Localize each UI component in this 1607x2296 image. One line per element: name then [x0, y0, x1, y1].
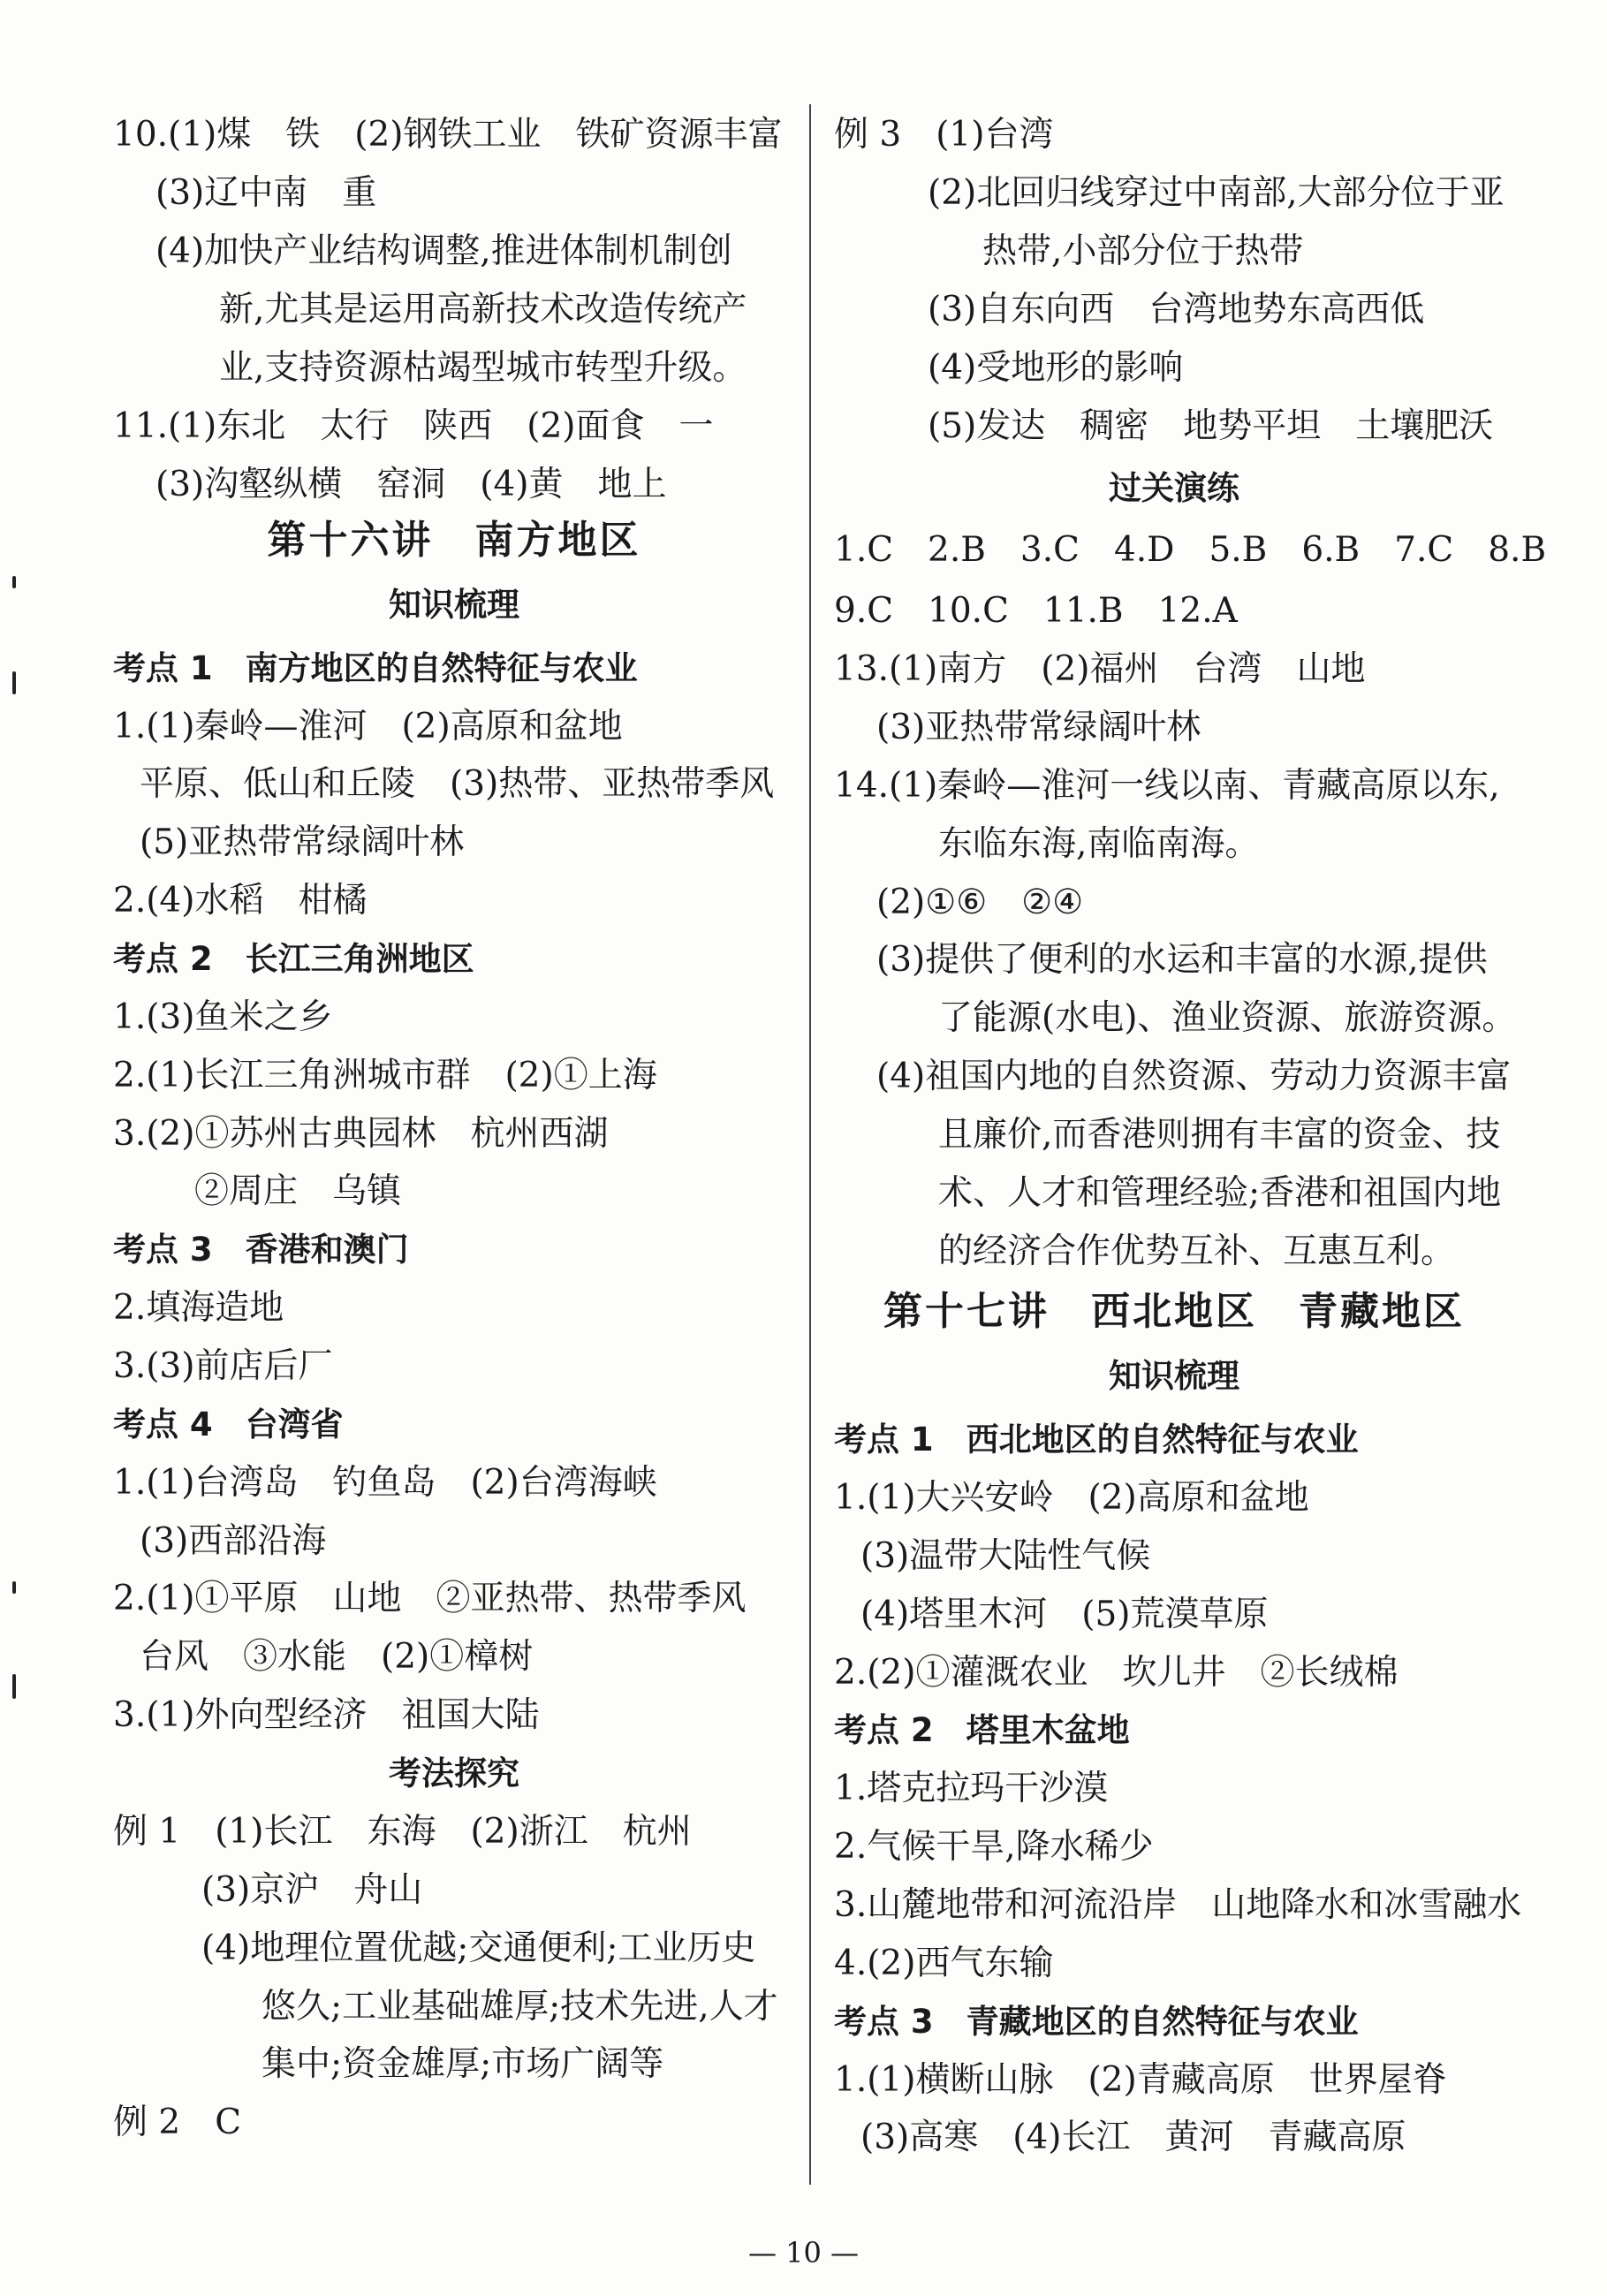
answer-line: 2.(2)①灌溉农业 坎儿井 ②长绒棉 — [834, 1653, 1399, 1693]
binding-mark — [12, 576, 16, 588]
answer-line: 3.山麓地带和河流沿岸 山地降水和冰雪融水 — [834, 1885, 1522, 1925]
answer-line: ②周庄 乌镇 — [194, 1171, 402, 1211]
answer-line: (2)①⑥ ②④ — [876, 883, 1084, 922]
answer-line: 13.(1)南方 (2)福州 台湾 山地 — [834, 649, 1366, 689]
answer-line: 1.塔克拉玛干沙漠 — [834, 1769, 1109, 1808]
topic-heading: 考点 2 长江三角洲地区 — [113, 940, 474, 978]
answer-line: 2.(1)长江三角洲城市群 (2)①上海 — [113, 1056, 657, 1095]
lecture-title: 第十七讲 西北地区 青藏地区 — [883, 1289, 1465, 1334]
answer-line: 东临东海,南临南海。 — [938, 824, 1260, 864]
answer-line: 了能源(水电)、渔业资源、旅游资源。 — [938, 998, 1517, 1038]
answer-line: 1.(3)鱼米之乡 — [113, 997, 333, 1037]
answer-line: 3.(2)①苏州古典园林 杭州西湖 — [113, 1114, 609, 1154]
answer-line: (3)温带大陆性气候 — [860, 1536, 1151, 1576]
answer-line: 10.(1)煤 铁 (2)钢铁工业 铁矿资源丰富 — [113, 115, 783, 155]
answer-line: (5)亚热带常绿阔叶林 — [140, 822, 465, 862]
lecture-title: 第十六讲 南方地区 — [267, 518, 641, 563]
answer-line: 1.(1)横断山脉 (2)青藏高原 世界屋脊 — [834, 2060, 1447, 2100]
answer-line: (4)祖国内地的自然资源、劳动力资源丰富 — [876, 1057, 1512, 1096]
answer-line: (4)塔里木河 (5)荒漠草原 — [860, 1595, 1269, 1634]
answer-line: 集中;资金雄厚;市场广阔等 — [262, 2044, 664, 2084]
answer-line: (3)高寒 (4)长江 黄河 青藏高原 — [860, 2118, 1406, 2157]
answer-line: (4)受地形的影响 — [928, 348, 1184, 388]
answer-line: 1.(1)大兴安岭 (2)高原和盆地 — [834, 1478, 1309, 1518]
answer-line: (3)沟壑纵横 窑洞 (4)黄 地上 — [155, 465, 667, 504]
section-heading: 过关演练 — [1109, 469, 1239, 507]
binding-mark — [12, 1674, 16, 1699]
topic-heading: 考点 3 香港和澳门 — [113, 1231, 409, 1269]
answer-line: (3)辽中南 重 — [155, 173, 377, 213]
answer-line: 1.(1)秦岭—淮河 (2)高原和盆地 — [113, 707, 623, 746]
answer-line: 的经济合作优势互补、互惠互利。 — [938, 1231, 1456, 1271]
answer-line: 3.(3)前店后厂 — [113, 1346, 333, 1386]
answer-line: 热带,小部分位于热带 — [982, 231, 1304, 271]
topic-heading: 考点 3 青藏地区的自然特征与农业 — [834, 2003, 1359, 2041]
section-heading: 知识梳理 — [1109, 1357, 1239, 1395]
answer-line: 新,尤其是运用高新技术改造传统产 — [219, 290, 747, 330]
answer-line: 11.(1)东北 太行 陕西 (2)面食 一 — [113, 406, 714, 446]
page-number: — 10 — — [747, 2236, 860, 2269]
answer-line: 1.C 2.B 3.C 4.D 5.B 6.B 7.C 8.B — [834, 530, 1547, 570]
answer-line: (2)北回归线穿过中南部,大部分位于亚 — [928, 173, 1505, 213]
answer-line: 业,支持资源枯竭型城市转型升级。 — [219, 348, 747, 388]
answer-line: (3)京沪 舟山 — [201, 1870, 423, 1910]
answer-line: 3.(1)外向型经济 祖国大陆 — [113, 1695, 540, 1735]
answer-line: 9.C 10.C 11.B 12.A — [834, 591, 1238, 631]
answer-line: 2.(1)①平原 山地 ②亚热带、热带季风 — [113, 1579, 747, 1618]
topic-heading: 考点 1 西北地区的自然特征与农业 — [834, 1421, 1359, 1459]
answer-line: 例 3 (1)台湾 — [834, 115, 1054, 155]
answer-line: (3)亚热带常绿阔叶林 — [876, 708, 1201, 747]
binding-mark — [12, 1581, 16, 1594]
answer-line: (5)发达 稠密 地势平坦 土壤肥沃 — [928, 406, 1494, 446]
answer-line: 悠久;工业基础雄厚;技术先进,人才 — [262, 1987, 778, 2027]
answer-line: 2.气候干旱,降水稀少 — [834, 1827, 1154, 1867]
column-divider — [809, 104, 811, 2185]
answer-line: 14.(1)秦岭—淮河一线以南、青藏高原以东, — [834, 766, 1500, 806]
answer-line: 且廉价,而香港则拥有丰富的资金、技 — [938, 1115, 1501, 1155]
answer-line: 例 1 (1)长江 东海 (2)浙江 杭州 — [113, 1812, 692, 1852]
answer-line: 2.(4)水稻 柑橘 — [113, 881, 368, 921]
answer-line: (3)西部沿海 — [140, 1521, 327, 1561]
answer-line: 术、人才和管理经验;香港和祖国内地 — [938, 1173, 1502, 1213]
answer-line: 1.(1)台湾岛 钓鱼岛 (2)台湾海峡 — [113, 1463, 657, 1503]
answer-line: (4)地理位置优越;交通便利;工业历史 — [201, 1928, 756, 1968]
answer-line: 台风 ③水能 (2)①樟树 — [140, 1637, 534, 1677]
answer-line: 2.填海造地 — [113, 1288, 284, 1328]
topic-heading: 考点 1 南方地区的自然特征与农业 — [113, 649, 638, 687]
answer-line: (3)自东向西 台湾地势东高西低 — [928, 290, 1425, 330]
answer-line: (4)加快产业结构调整,推进体制机制创 — [155, 231, 732, 271]
answer-line: 4.(2)西气东输 — [834, 1944, 1054, 1983]
topic-heading: 考点 2 塔里木盆地 — [834, 1711, 1130, 1749]
topic-heading: 考点 4 台湾省 — [113, 1406, 344, 1444]
answer-line: (3)提供了便利的水运和丰富的水源,提供 — [876, 940, 1488, 980]
binding-mark — [12, 671, 16, 694]
answer-line: 例 2 C — [113, 2103, 242, 2142]
section-heading: 知识梳理 — [389, 586, 519, 624]
section-heading: 考法探究 — [389, 1754, 519, 1792]
answer-line: 平原、低山和丘陵 (3)热带、亚热带季风 — [140, 764, 775, 804]
